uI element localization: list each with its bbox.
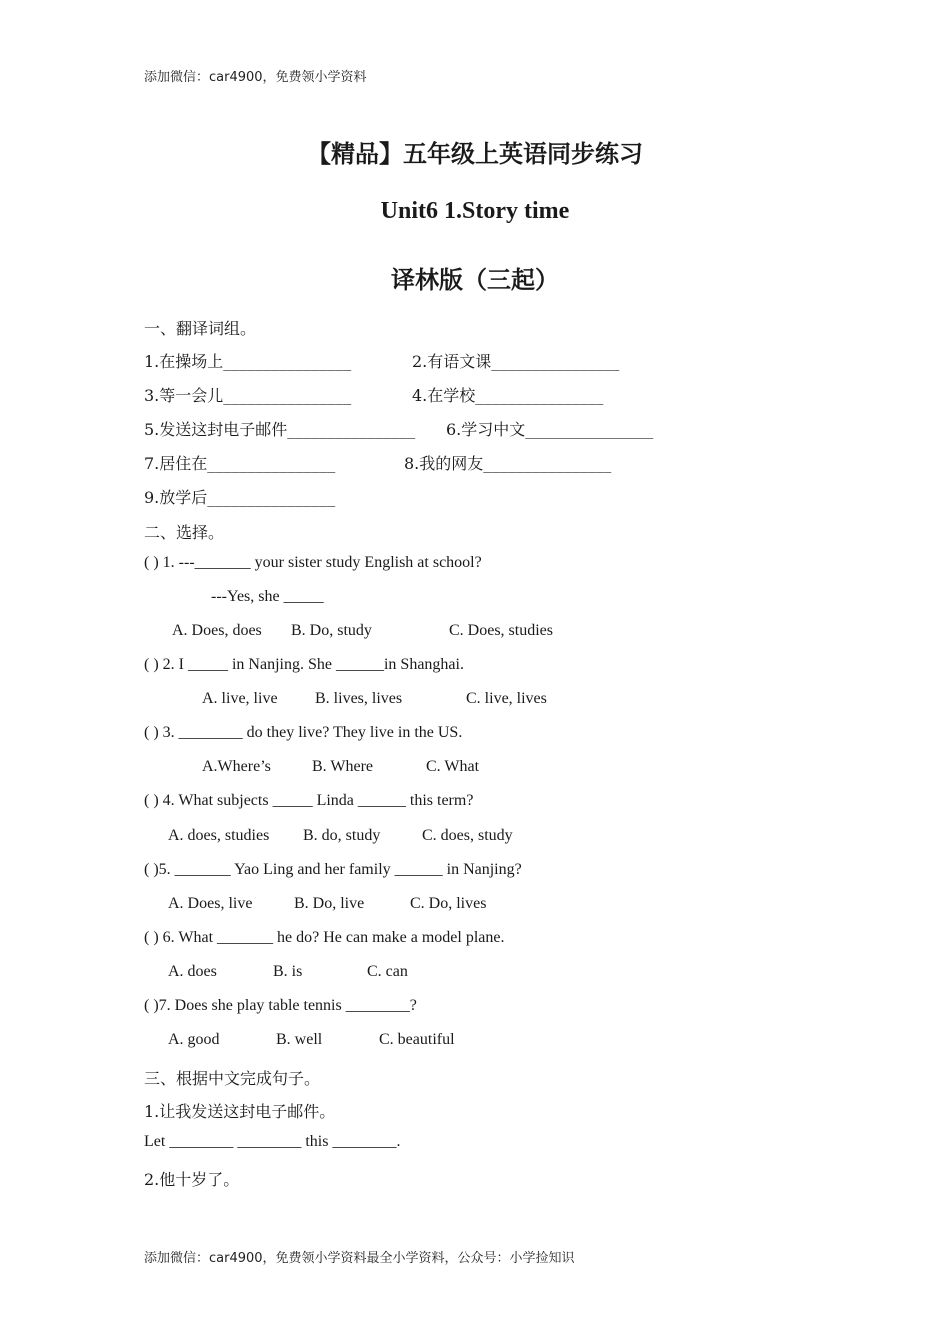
s3-sentence-1-answer: Let ________ ________ this ________. bbox=[144, 1133, 401, 1150]
q1-option-c: C. Does, studies bbox=[449, 622, 553, 639]
title-main: 【精品】五年级上英语同步练习 bbox=[307, 140, 643, 168]
s1-item-7: 7.居住在________________ bbox=[144, 454, 336, 473]
s1-item-3: 3.等一会儿________________ bbox=[144, 386, 352, 405]
q5-stem: ( )5. _______ Yao Ling and her family ______ in Nanjing? bbox=[144, 861, 522, 878]
q4-option-c: C. does, study bbox=[422, 827, 513, 844]
q1-stem-2: ---Yes, she _____ bbox=[211, 588, 324, 605]
q1-option-b: B. Do, study bbox=[291, 622, 372, 639]
q3-stem: ( ) 3. ________ do they live? They live in the US. bbox=[144, 724, 463, 741]
q1-stem: ( ) 1. ---_______ your sister study English at school? bbox=[144, 554, 482, 571]
q4-option-a: A. does, studies bbox=[168, 827, 270, 844]
section3-heading: 三、根据中文完成句子。 bbox=[144, 1069, 321, 1088]
q5-option-c: C. Do, lives bbox=[410, 895, 487, 912]
q6-option-b: B. is bbox=[273, 963, 303, 980]
q3-option-a: A.Where’s bbox=[202, 758, 271, 775]
q5-option-b: B. Do, live bbox=[294, 895, 365, 912]
s3-sentence-2: 2.他十岁了。 bbox=[144, 1170, 240, 1189]
title-edition: 译林版（三起） bbox=[391, 266, 559, 294]
q2-option-b: B. lives, lives bbox=[315, 690, 403, 707]
section2-heading: 二、选择。 bbox=[144, 523, 225, 542]
q6-stem: ( ) 6. What _______ he do? He can make a model plane. bbox=[144, 929, 505, 946]
q7-stem: ( )7. Does she play table tennis ________? bbox=[144, 997, 417, 1014]
title-unit: Unit6 1.Story time bbox=[380, 198, 570, 224]
s1-item-4: 4.在学校________________ bbox=[412, 386, 604, 405]
q2-option-c: C. live, lives bbox=[466, 690, 547, 707]
s1-item-2: 2.有语文课________________ bbox=[412, 352, 620, 371]
q2-option-a: A. live, live bbox=[202, 690, 278, 707]
q6-option-a: A. does bbox=[168, 963, 217, 980]
q7-option-b: B. well bbox=[276, 1031, 323, 1048]
s1-item-5: 5.发送这封电子邮件________________ bbox=[144, 420, 416, 439]
q7-option-c: C. beautiful bbox=[379, 1031, 455, 1048]
s1-item-9: 9.放学后________________ bbox=[144, 488, 336, 507]
s3-sentence-1: 1.让我发送这封电子邮件。 bbox=[144, 1102, 336, 1121]
q1-option-a: A. Does, does bbox=[172, 622, 262, 639]
s1-item-8: 8.我的网友________________ bbox=[404, 454, 612, 473]
q4-stem: ( ) 4. What subjects _____ Linda ______ this term? bbox=[144, 792, 474, 809]
section1-heading: 一、翻译词组。 bbox=[144, 319, 257, 338]
q4-option-b: B. do, study bbox=[303, 827, 381, 844]
q5-option-a: A. Does, live bbox=[168, 895, 253, 912]
q3-option-c: C. What bbox=[426, 758, 480, 775]
q6-option-c: C. can bbox=[367, 963, 408, 980]
q2-stem: ( ) 2. I _____ in Nanjing. She ______in Shanghai. bbox=[144, 656, 464, 673]
q3-option-b: B. Where bbox=[312, 758, 374, 775]
header-note: 添加微信：car4900，免费领小学资料 bbox=[144, 70, 367, 85]
q7-option-a: A. good bbox=[168, 1031, 220, 1048]
footer-note: 添加微信：car4900，免费领小学资料最全小学资料，公众号：小学捡知识 bbox=[144, 1251, 575, 1266]
s1-item-6: 6.学习中文________________ bbox=[446, 420, 654, 439]
s1-item-1: 1.在操场上________________ bbox=[144, 352, 352, 371]
